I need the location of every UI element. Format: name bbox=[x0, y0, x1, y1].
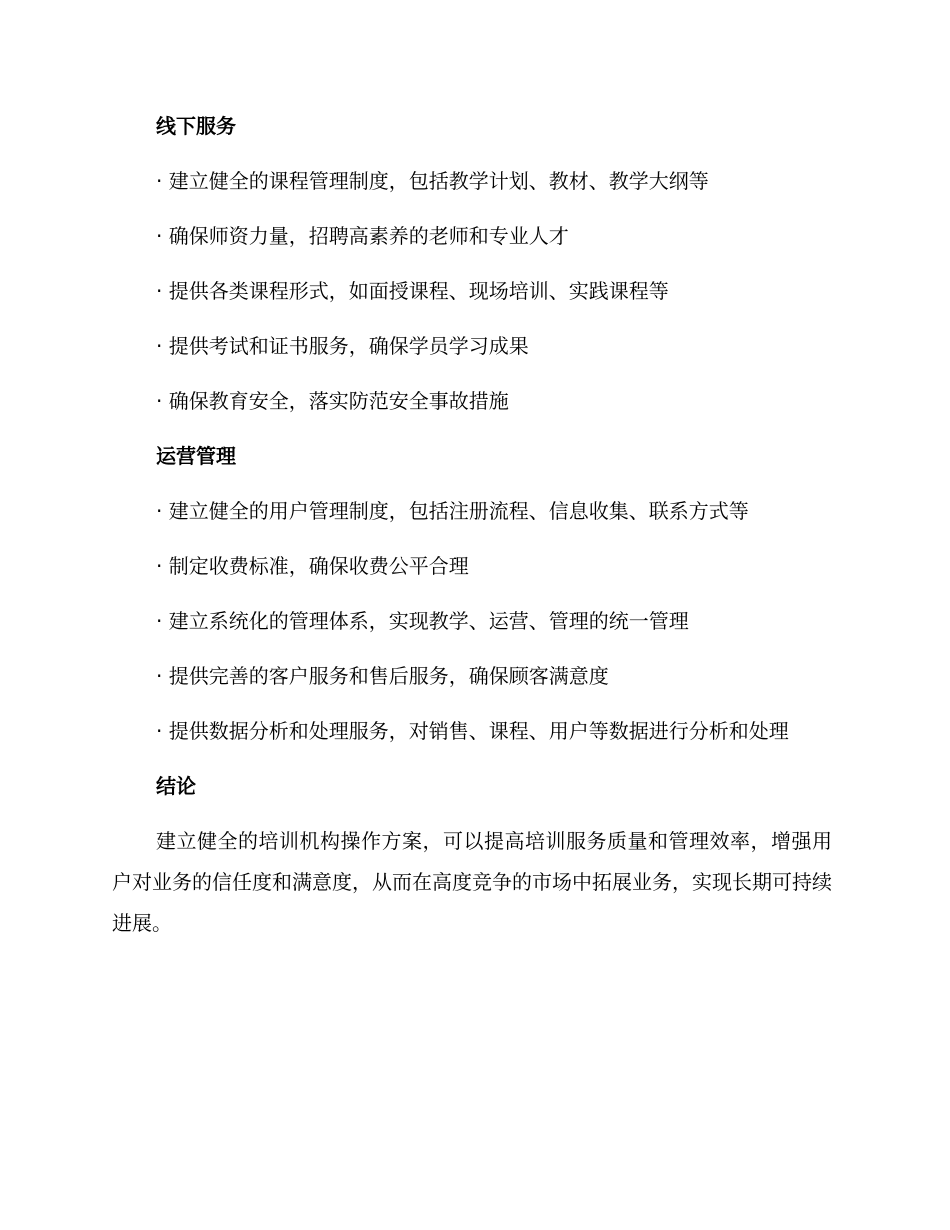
conclusion-paragraph: 建立健全的培训机构操作方案，可以提高培训服务质量和管理效率，增强用户对业务的信任度和满意度，从而在高度竞争的市场中拓展业务，实现长期可持续进展。 bbox=[112, 829, 832, 935]
list-item: · 提供数据分析和处理服务，对销售、课程、用户等数据进行分析和处理 bbox=[156, 719, 789, 743]
section-heading-offline-services: 线下服务 bbox=[156, 114, 236, 138]
document-content bbox=[112, 106, 832, 944]
list-item: · 确保师资力量，招聘高素养的老师和专业人才 bbox=[156, 224, 569, 248]
list-item: · 提供各类课程形式，如面授课程、现场培训、实践课程等 bbox=[156, 279, 669, 303]
section-heading-operations-management: 运营管理 bbox=[156, 444, 236, 468]
list-item: · 建立健全的用户管理制度，包括注册流程、信息收集、联系方式等 bbox=[156, 499, 749, 523]
list-item: · 建立健全的课程管理制度，包括教学计划、教材、教学大纲等 bbox=[156, 169, 709, 193]
section-heading-conclusion: 结论 bbox=[156, 774, 196, 798]
list-item: · 确保教育安全，落实防范安全事故措施 bbox=[156, 389, 509, 413]
list-item: · 制定收费标准，确保收费公平合理 bbox=[156, 554, 469, 578]
list-item: · 建立系统化的管理体系，实现教学、运营、管理的统一管理 bbox=[156, 609, 689, 633]
list-item: · 提供考试和证书服务，确保学员学习成果 bbox=[156, 334, 529, 358]
list-item: · 提供完善的客户服务和售后服务，确保顾客满意度 bbox=[156, 664, 609, 688]
